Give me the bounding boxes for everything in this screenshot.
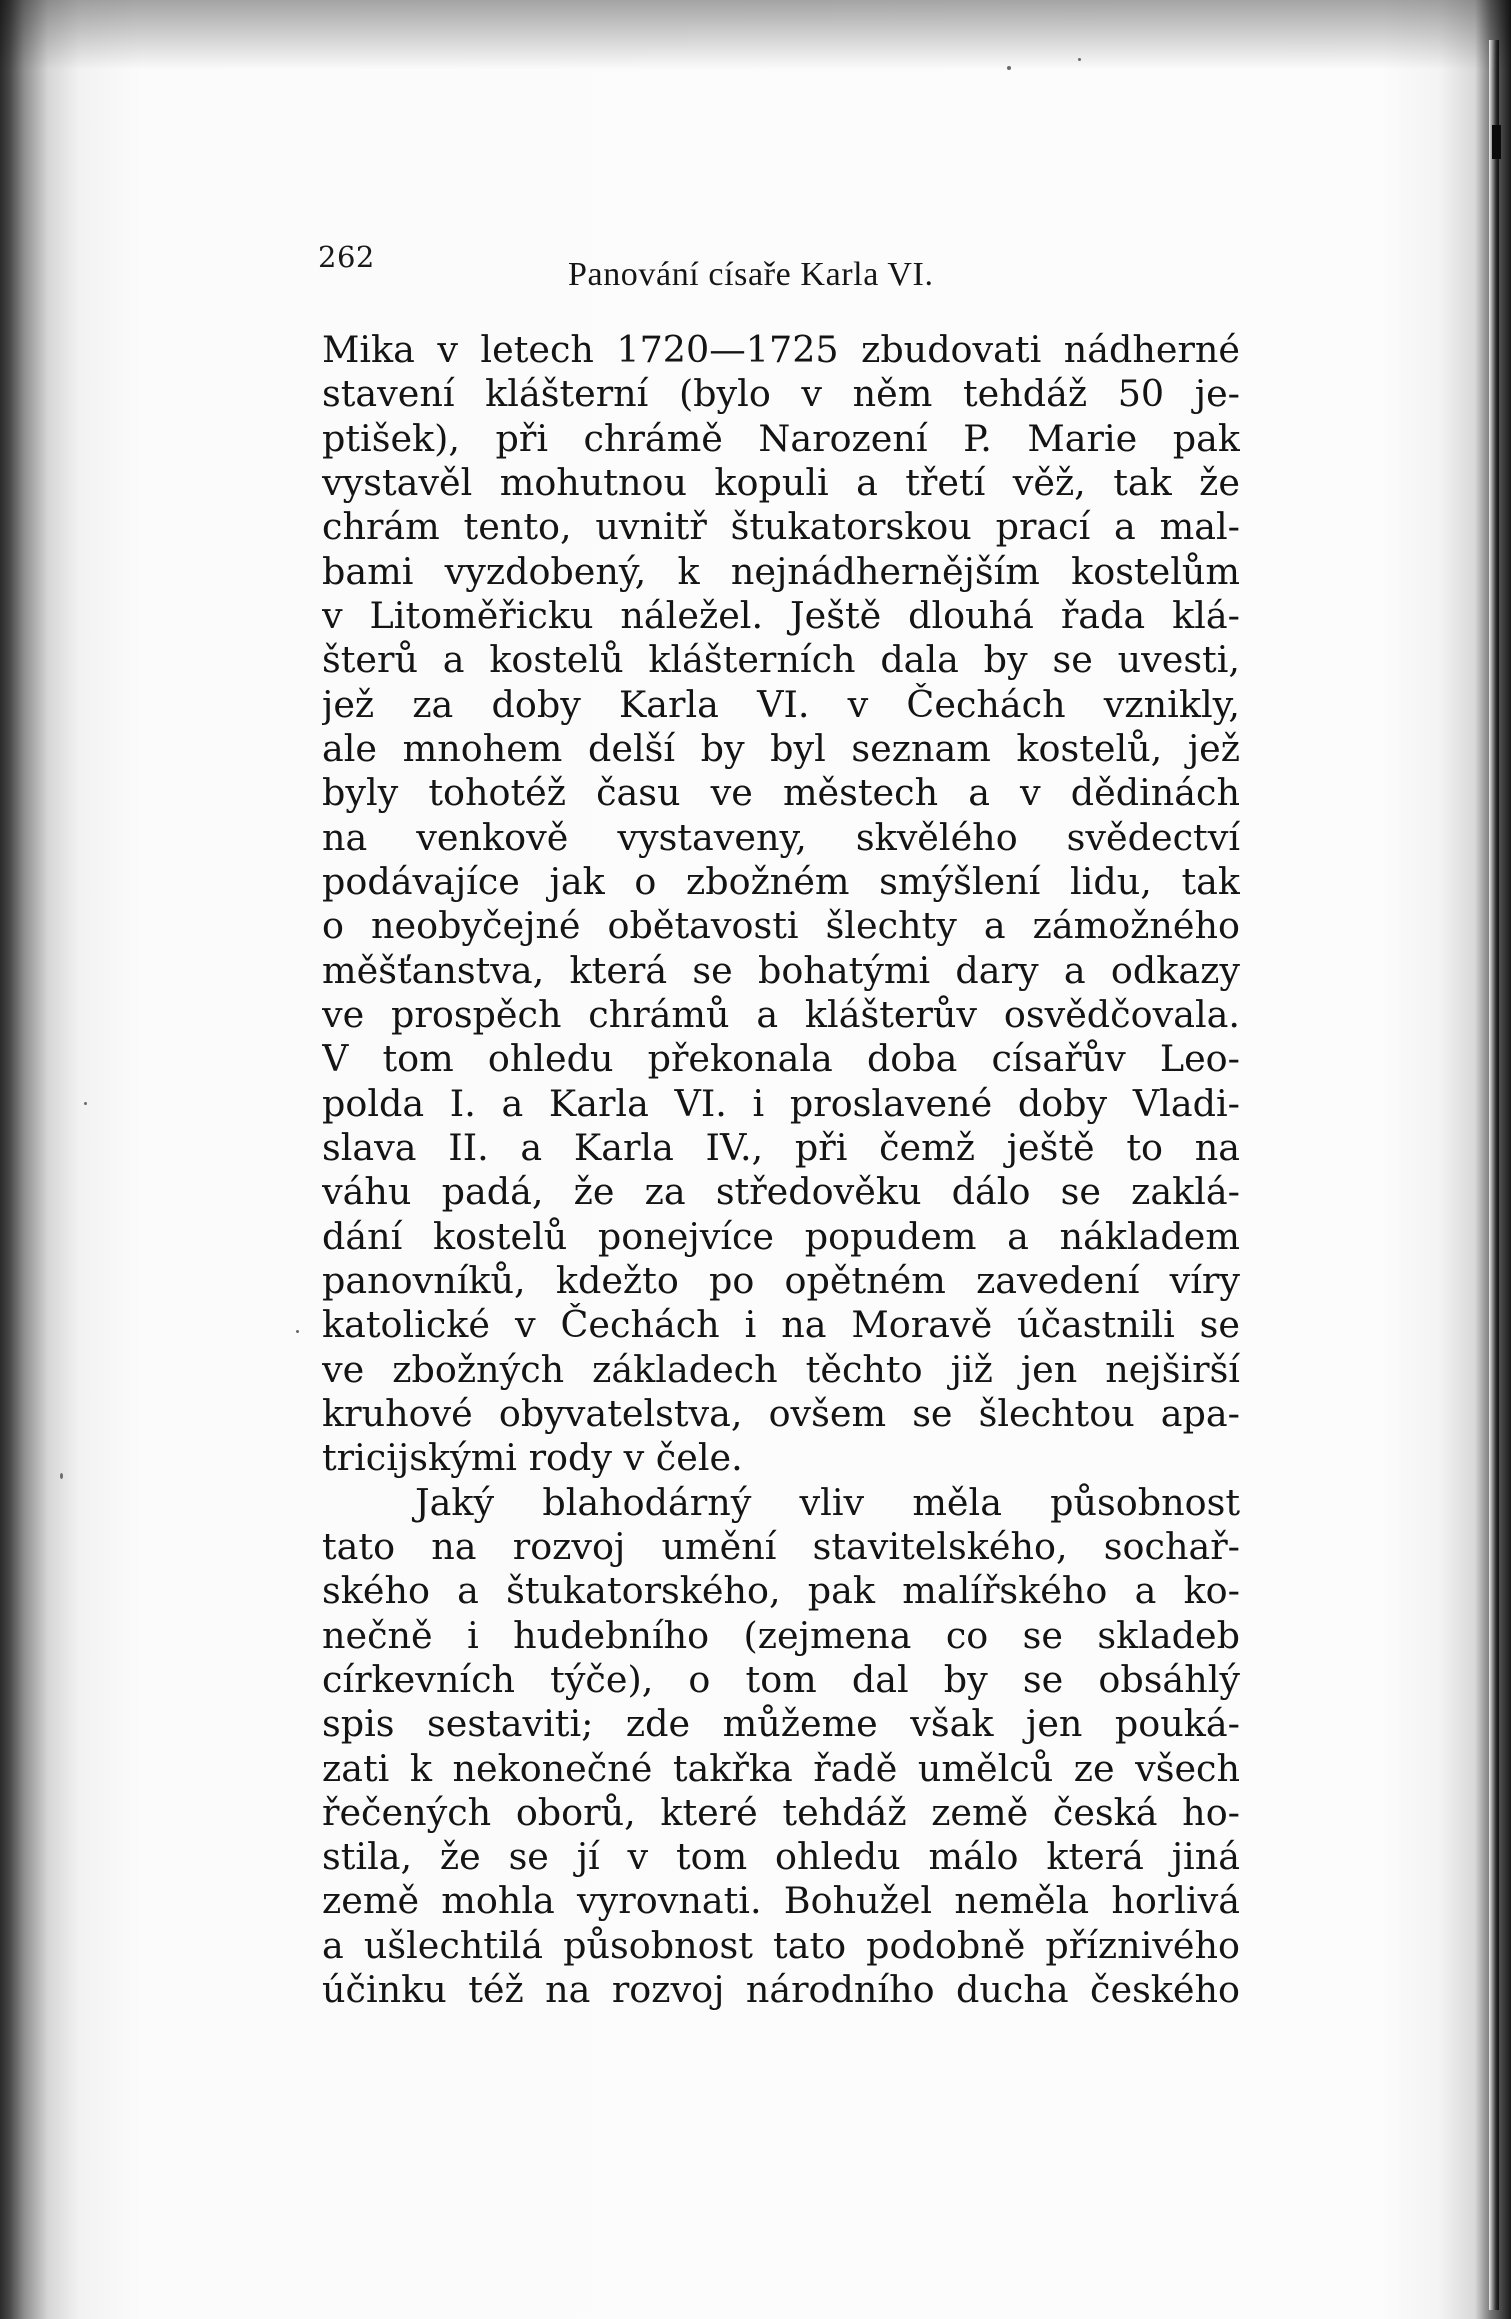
text-line: v Litoměřicku náležel. Ještě dlouhá řada klá- — [322, 593, 1240, 637]
text-line: měšťanstva, která se bohatými dary a odkazy — [322, 948, 1240, 992]
text-line: země mohla vyrovnati. Bohužel neměla horlivá — [322, 1879, 1240, 1923]
text-line: katolické v Čechách i na Moravě účastnili se — [322, 1303, 1240, 1347]
text-line: ve prospěch chrámů a klášterův osvědčovala. — [322, 992, 1240, 1036]
text-line: církevních týče), o tom dal by se obsáhlý — [322, 1657, 1240, 1701]
text-line: o neobyčejné obětavosti šlechty a zámožného — [322, 904, 1240, 948]
text-line: bami vyzdobený, k nejnádhernějším kostelům — [322, 549, 1240, 593]
text-line: účinku též na rozvoj národního ducha českého — [322, 1968, 1240, 2012]
text-line: polda I. a Karla VI. i proslavené doby Vladi- — [322, 1081, 1240, 1125]
text-line: jež za doby Karla VI. v Čechách vznikly, — [322, 682, 1240, 726]
text-line: nečně i hudebního (zejmena co se skladeb — [322, 1613, 1240, 1657]
scan-shadow-top — [0, 0, 1511, 70]
text-line: šterů a kostelů klášterních dala by se uvesti, — [322, 638, 1240, 682]
text-line: ského a štukatorského, pak malířského a ko- — [322, 1569, 1240, 1613]
text-line: vystavěl mohutnou kopuli a třetí věž, tak že — [322, 460, 1240, 504]
text-line: váhu padá, že za středověku dálo se zaklá- — [322, 1170, 1240, 1214]
page-edge-notch — [1492, 125, 1501, 159]
text-line: a ušlechtilá působnost tato podobně příznivého — [322, 1923, 1240, 1967]
text-line: byly tohotéž času ve městech a v dědinách — [322, 771, 1240, 815]
text-line: ale mnohem delší by byl seznam kostelů, jež — [322, 726, 1240, 770]
scan-speck — [84, 1102, 87, 1105]
text-line: stavení klášterní (bylo v něm tehdáž 50 je- — [322, 372, 1240, 416]
page-number: 262 — [318, 240, 375, 274]
text-line: spis sestaviti; zde můžeme však jen pouká- — [322, 1702, 1240, 1746]
text-line: podávajíce jak o zbožném smýšlení lidu, tak — [322, 859, 1240, 903]
text-line: Mika v letech 1720—1725 zbudovati nádherné — [322, 328, 1240, 371]
running-title: Panování císaře Karla VI. — [568, 256, 934, 293]
text-line: ptišek), při chrámě Narození P. Marie pak — [322, 416, 1240, 460]
text-line: panovníků, kdežto po opětném zavedení víry — [322, 1258, 1240, 1302]
scan-speck — [60, 1473, 63, 1479]
scan-speck — [1078, 58, 1081, 61]
text-line: ve zbožných základech těchto již jen nejširší — [322, 1347, 1240, 1391]
text-line: stila, že se jí v tom ohledu málo která jiná — [322, 1835, 1240, 1879]
text-line: řečených oborů, které tehdáž země česká ho- — [322, 1790, 1240, 1834]
text-line: dání kostelů ponejvíce popudem a nákladem — [322, 1214, 1240, 1258]
scan-speck — [296, 1330, 299, 1333]
text-line: tato na rozvoj umění stavitelského, sochař- — [322, 1524, 1240, 1568]
paragraph-first-line: Jaký blahodárný vliv měla působnost — [415, 1480, 1240, 1524]
text-line: kruhové obyvatelstva, ovšem se šlechtou apa- — [322, 1391, 1240, 1435]
scan-speck — [1007, 66, 1011, 70]
text-line: zati k nekonečné takřka řadě umělců ze všech — [322, 1746, 1240, 1790]
text-line: na venkově vystaveny, skvělého svědectví — [322, 815, 1240, 859]
paragraph-last-line: tricijskými rody v čele. — [322, 1436, 743, 1480]
text-line: chrám tento, uvnitř štukatorskou prací a mal- — [322, 505, 1240, 549]
page-edge-shadow — [1489, 40, 1499, 2310]
text-line: V tom ohledu překonala doba císařův Leo- — [322, 1037, 1240, 1081]
body-text — [322, 328, 1240, 2012]
text-line: slava II. a Karla IV., při čemž ještě to na — [322, 1125, 1240, 1169]
page-header — [318, 232, 1318, 292]
